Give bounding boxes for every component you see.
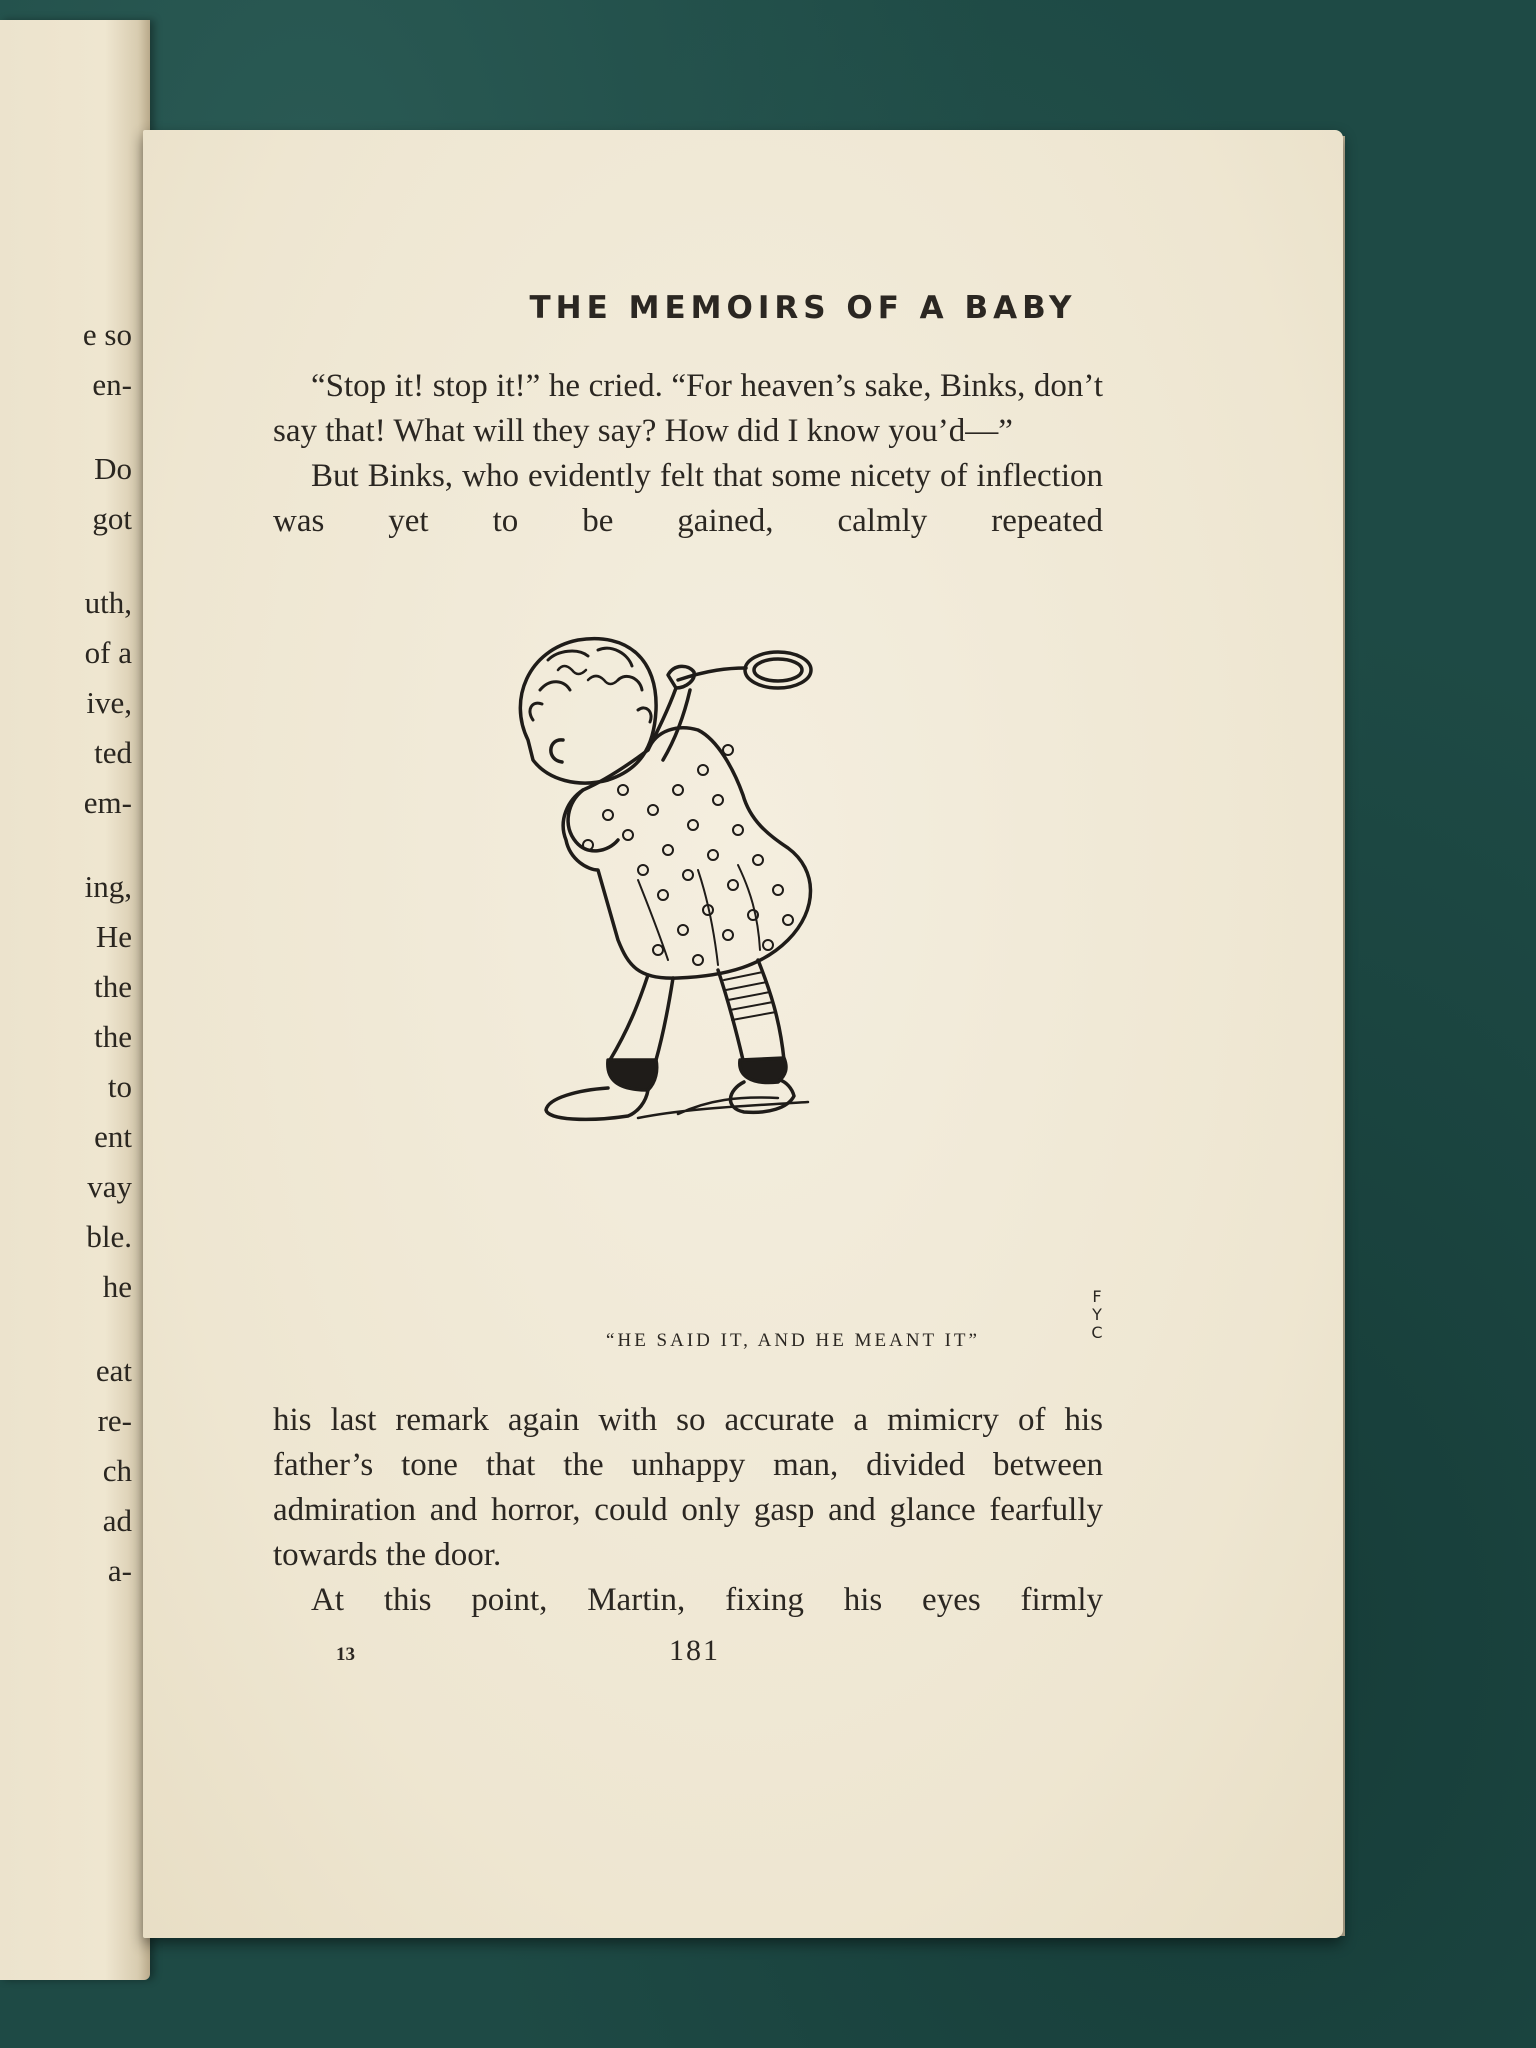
paragraph: But Binks, who evidently felt that some nicety of inflection was yet to be gained, calmly repeated bbox=[273, 458, 1103, 539]
left-line: of a bbox=[84, 635, 132, 670]
left-line: eat bbox=[95, 1353, 132, 1388]
left-line: he bbox=[102, 1269, 132, 1304]
illustration-toddler bbox=[488, 620, 948, 1140]
text-block-bottom bbox=[273, 1398, 1103, 1623]
left-line: a- bbox=[107, 1553, 132, 1588]
left-line: ing, bbox=[84, 869, 132, 904]
left-page bbox=[0, 20, 150, 1980]
left-line: em- bbox=[83, 785, 132, 820]
left-line bbox=[0, 828, 132, 862]
illustration-caption: “HE SAID IT, AND HE MEANT IT” bbox=[606, 1330, 980, 1351]
illustrator-signature: F Y C bbox=[1091, 1287, 1103, 1342]
left-line: ch bbox=[102, 1453, 132, 1488]
running-head: THE MEMOIRS OF A BABY bbox=[529, 290, 1077, 326]
page-number: 181 bbox=[669, 1634, 720, 1667]
paragraph: “Stop it! stop it!” he cried. “For heaven’s sake, Binks, don’t say that! What will they say? How did I know you’d—” bbox=[273, 368, 1103, 449]
left-line: re- bbox=[97, 1403, 132, 1438]
left-line: e so bbox=[82, 317, 132, 352]
left-line: got bbox=[92, 501, 132, 536]
left-line: ble. bbox=[86, 1219, 132, 1254]
text-block-top bbox=[273, 364, 1103, 544]
left-line: He bbox=[95, 919, 132, 954]
left-line: uth, bbox=[84, 585, 132, 620]
left-line bbox=[0, 410, 132, 444]
left-line: vay bbox=[87, 1169, 132, 1204]
left-line: ad bbox=[102, 1503, 132, 1538]
paragraph: his last remark again with so accurate a mimicry of his father’s tone that the unhappy man, divided between admiration and horror, could only gasp and glance fearfully towards the door. bbox=[273, 1402, 1103, 1573]
left-line: the bbox=[94, 1019, 132, 1054]
paragraph: At this point, Martin, fixing his eyes firmly bbox=[311, 1582, 1103, 1618]
book-page bbox=[143, 130, 1343, 1938]
left-line: en- bbox=[92, 367, 132, 402]
left-line: ive, bbox=[86, 685, 132, 720]
left-line: ent bbox=[94, 1119, 132, 1154]
left-line: ted bbox=[94, 735, 132, 770]
left-page-text bbox=[0, 310, 132, 1596]
left-line bbox=[0, 1312, 132, 1346]
left-line: to bbox=[107, 1069, 132, 1104]
left-line: Do bbox=[94, 451, 132, 486]
left-line bbox=[0, 544, 132, 578]
left-line: the bbox=[94, 969, 132, 1004]
signature-mark: 13 bbox=[336, 1644, 355, 1665]
